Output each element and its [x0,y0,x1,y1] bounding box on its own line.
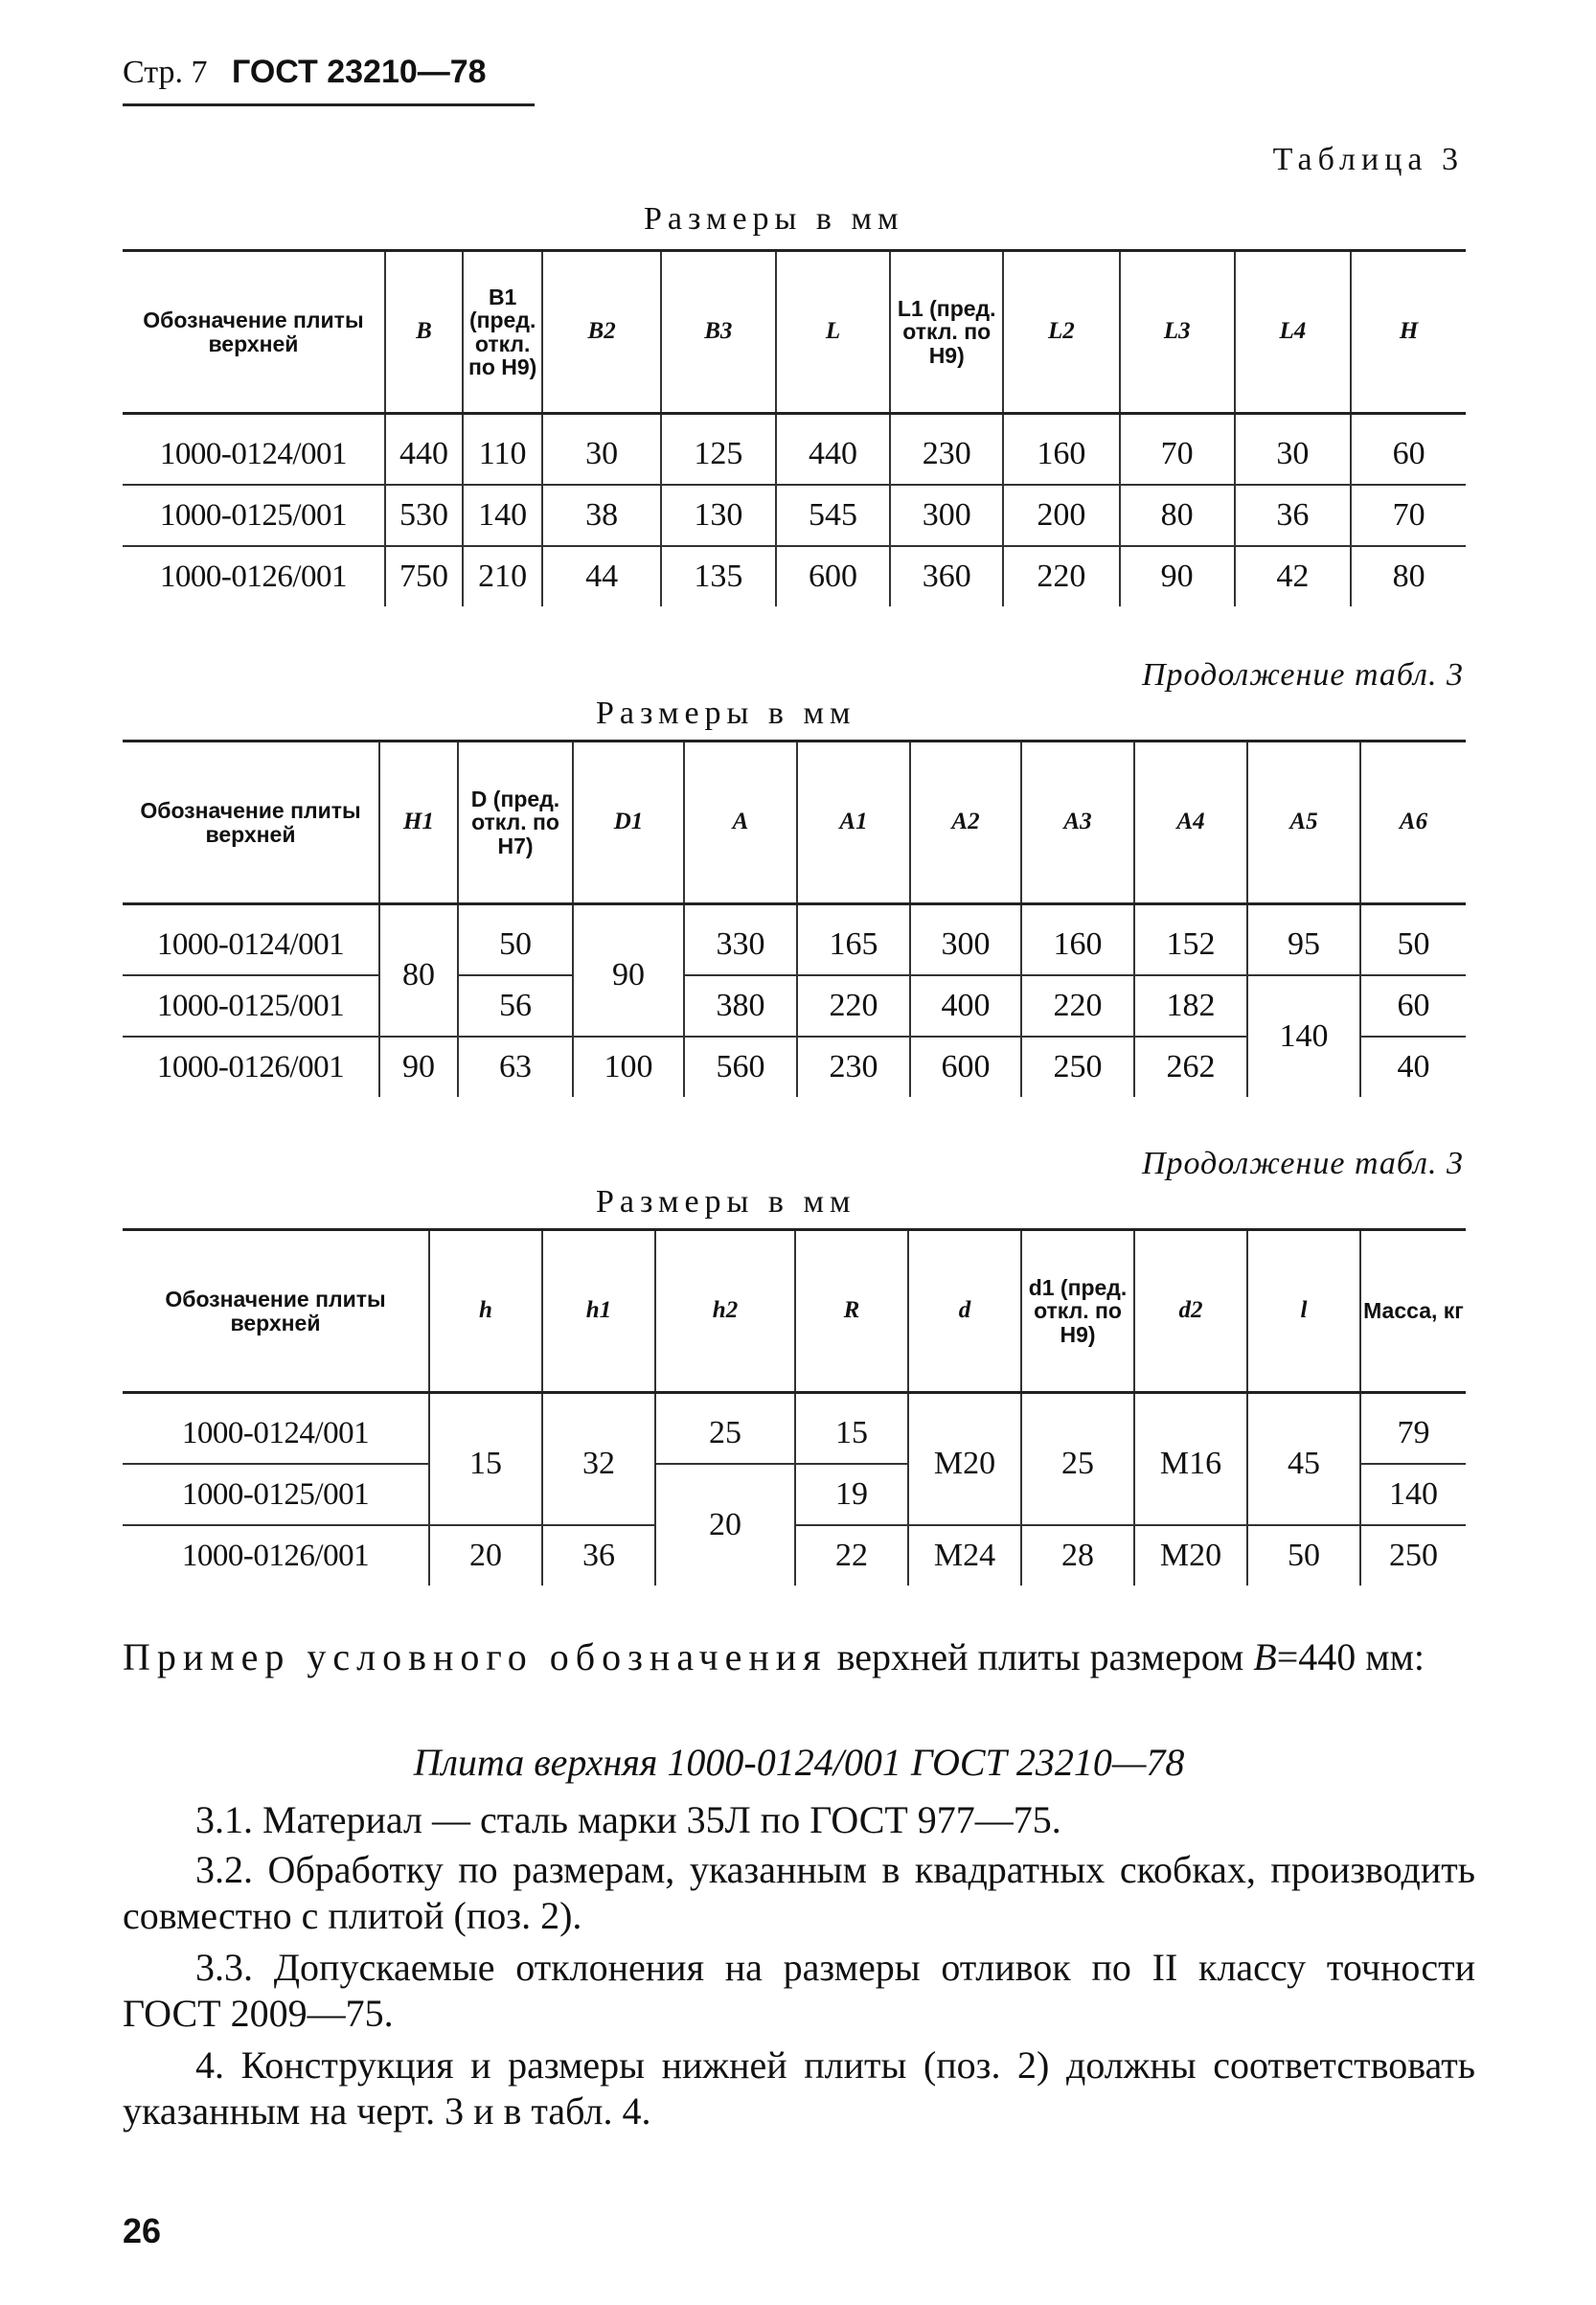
col-designation: Обозначение плиты верхней [123,742,379,904]
table-part-3 [123,1228,1466,1586]
col-L4: L4 [1279,318,1307,345]
col-B: B [416,318,432,345]
col-h2: h2 [712,1297,739,1324]
col-A5: A5 [1289,809,1318,835]
table-label: Таблица 3 [1272,142,1464,177]
col-A2: A2 [951,809,980,835]
table-row: 1000-0126/001 20 36 22 M24 28 M20 50 250 [123,1525,1466,1586]
col-L3: L3 [1163,318,1191,345]
page-header [123,54,487,91]
col-B2: B2 [587,318,616,345]
page-number: 26 [123,2211,162,2250]
col-H: H [1399,318,1419,345]
paragraph-3-3: 3.3. Допускаемые отклонения на размеры отливок по II классу точности ГОСТ 2009—75. [123,1946,1475,2035]
table-row: 1000-0125/001 56 380 220 400 220 182 140 60 [123,975,1466,1037]
paragraph-3-2: 3.2. Обработку по размерам, указанным в квадратных скобках, производить совместно с плитой (поз. 2). [123,1848,1475,1937]
continuation-label-1: Продолжение табл. 3 [1141,657,1464,693]
col-l: l [1300,1297,1308,1324]
col-designation: Обозначение плиты верхней [123,251,385,414]
col-designation: Обозначение плиты верхней [123,1230,429,1393]
col-L2: L2 [1048,318,1075,345]
col-A1: A1 [839,809,868,835]
col-d2: d2 [1178,1297,1203,1324]
page-ref: Стр. 7 [123,55,208,90]
paragraph-3-1: 3.1. Материал — сталь марки 35Л по ГОСТ 977—75. [195,1798,1061,1841]
table-row: 1000-0124/001 80 50 90 330 165 300 160 152 95 50 [123,915,1466,975]
table-row: 1000-0125/001 20 19 140 [123,1464,1466,1525]
example-designation: Плита верхняя 1000-0124/001 ГОСТ 23210—78 [413,1741,1185,1784]
col-mass: Масса, кг [1360,1230,1466,1393]
table-row: 1000-0124/001 15 32 25 15 M20 25 M16 45 79 [123,1404,1466,1464]
col-D1: D1 [613,809,644,835]
continuation-label-2: Продолжение табл. 3 [1141,1146,1464,1181]
col-H1: H1 [403,809,434,835]
table-row: 1000-0126/001 750 210 44 135 600 360 220 90 42 80 [123,546,1466,606]
example-intro: Пример условного обозначения верхней плиты размером B=440 мм: [123,1635,1425,1678]
col-D: D (пред. откл. по H7) [458,742,573,904]
col-R: R [843,1297,860,1324]
col-A3: A3 [1063,809,1092,835]
header-rule [123,103,535,106]
table-part-2 [123,740,1466,1097]
col-B1: B1 (пред. откл. по H9) [463,251,542,414]
col-d1: d1 (пред. откл. по H9) [1021,1230,1134,1393]
table-row: 1000-0125/001 530 140 38 130 545 300 200 80 36 70 [123,485,1466,546]
standard-number: ГОСТ 23210—78 [232,54,487,90]
col-A4: A4 [1176,809,1205,835]
col-h: h [479,1297,492,1324]
paragraph-4: 4. Конструкция и размеры нижней плиты (поз. 2) должны соответствовать указанным на черт. 3 и в табл. 4. [123,2043,1475,2133]
dims-label-2: Размеры в мм [596,696,856,731]
table-part-1 [123,249,1466,606]
col-L: L [825,318,841,345]
dims-label-3: Размеры в мм [596,1184,856,1220]
col-L1: L1 (пред. откл. по H9) [890,251,1003,414]
table-row: 1000-0124/001 440 110 30 125 440 230 160 70 30 60 [123,424,1466,485]
col-d: d [958,1297,971,1324]
dims-label-1: Размеры в мм [644,201,904,237]
col-h1: h1 [585,1297,612,1324]
col-A6: A6 [1399,809,1428,835]
table-row: 1000-0126/001 90 63 100 560 230 600 250 262 40 [123,1037,1466,1097]
col-B3: B3 [704,318,733,345]
col-A: A [732,809,749,835]
